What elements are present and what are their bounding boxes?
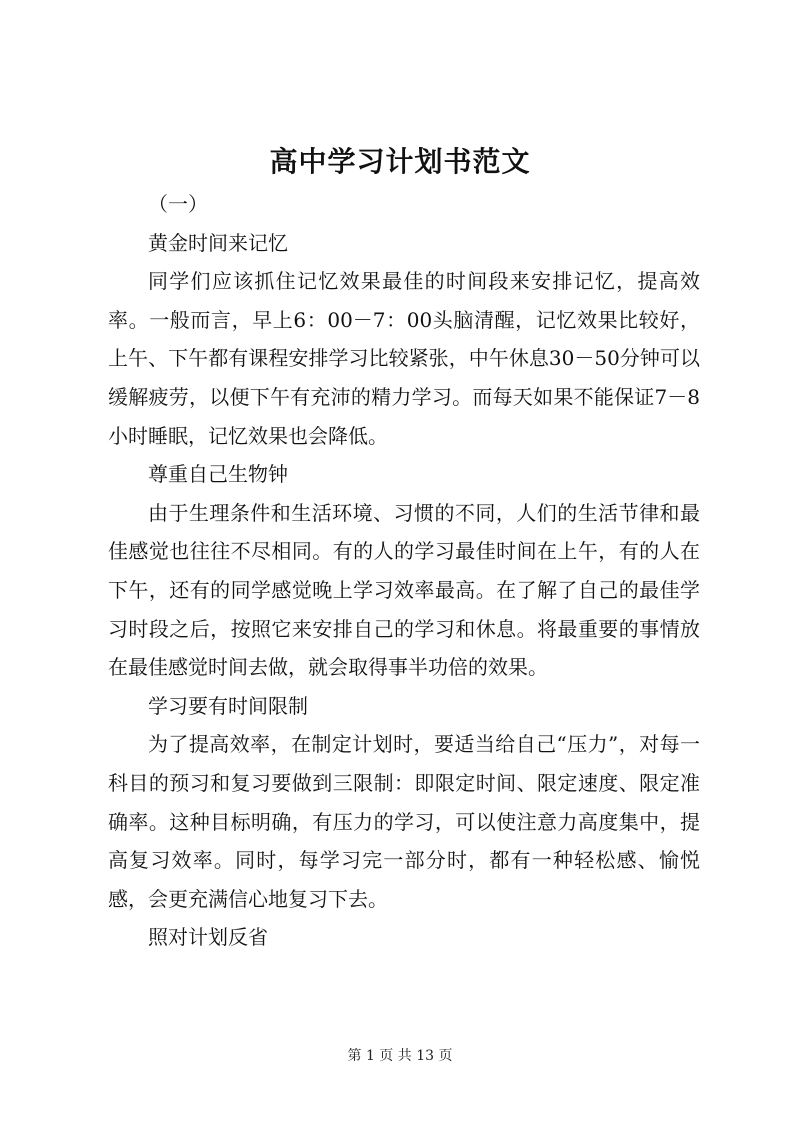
section-number: （一） <box>148 192 208 216</box>
page-title: 高中学习计划书范文 <box>269 145 531 178</box>
paragraph-biological-clock: 由于生理条件和生活环境、习惯的不同，人们的生活节律和最佳感觉也往往不尽相同。有的人的学习最佳时间在上午，有的人在下午，还有的同学感觉晚上学习效率最高。在了解了自己的最佳学习时段之后，按照它来安排自己的学习和休息。将最重要的事情放在最佳感觉时间去做，就会取得事半功倍的效果。 <box>108 500 700 680</box>
section-heading-time-limit: 学习要有时间限制 <box>148 693 308 718</box>
document-body <box>108 185 700 957</box>
section-heading-reflection: 照对计划反省 <box>148 925 268 950</box>
paragraph-golden-time: 同学们应该抓住记忆效果最佳的时间段来安排记忆，提高效率。一般而言，早上6：00－7：00头脑清醒，记忆效果比较好，上午、下午都有课程安排学习比较紧张，中午休息30－50分钟可以缓解疲劳，以便下午有充沛的精力学习。而每天如果不能保证7－8小时睡眠，记忆效果也会降低。 <box>108 269 700 448</box>
section-heading-biological-clock: 尊重自己生物钟 <box>148 462 288 487</box>
section-heading-golden-time: 黄金时间来记忆 <box>148 230 288 255</box>
paragraph-time-limit: 为了提高效率，在制定计划时，要适当给自己“压力”，对每一科目的预习和复习要做到三限制：即限定时间、限定速度、限定准确率。这种目标明确，有压力的学习，可以使注意力高度集中，提高复习效率。同时，每学习完一部分时，都有一种轻松感、愉悦感，会更充满信心地复习下去。 <box>108 732 700 911</box>
page-footer: 第 1 页 共 13 页 <box>347 1048 453 1064</box>
